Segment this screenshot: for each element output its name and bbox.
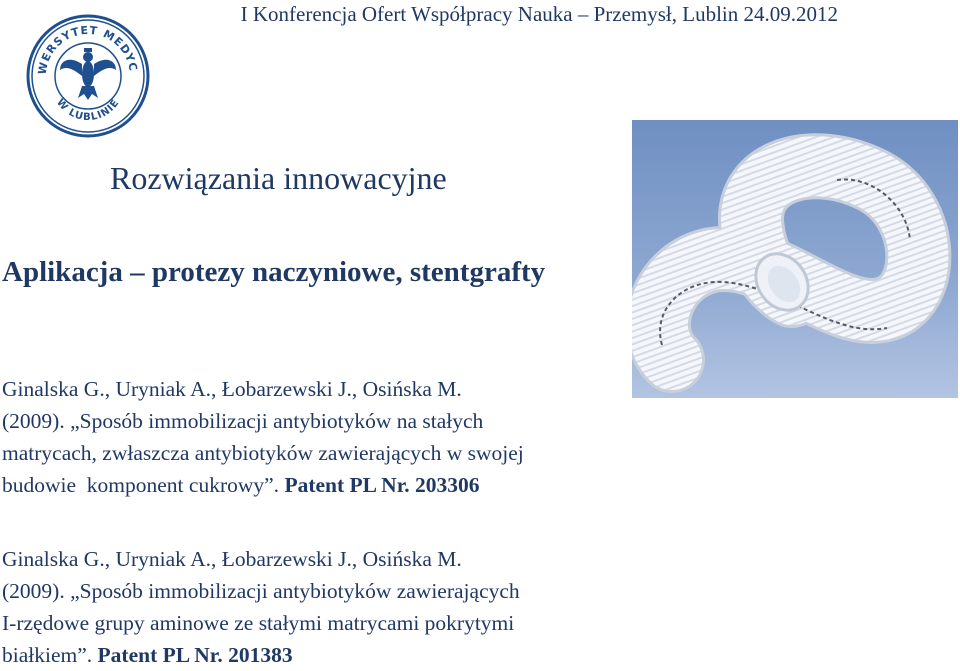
patent-number: Patent PL Nr. 203306 [284, 473, 480, 497]
reference-line [2, 639, 520, 671]
reference-text: białkiem”. [2, 643, 98, 667]
reference-line: (2009). „Sposób immobilizacji antybiotyków na stałych [2, 409, 484, 433]
reference-line [2, 469, 524, 501]
svg-text:UNIWERSYTET MEDYCZNY: WERSYTET MEDYC [35, 23, 140, 76]
reference-line: Ginalska G., Uryniak A., Łobarzewski J., Osińska M. [2, 547, 462, 571]
page-title: Rozwiązania innowacyjne [110, 160, 447, 196]
reference-line: (2009). „Sposób immobilizacji antybiotyków zawierających [2, 579, 520, 603]
svg-text:W LUBLINIE: W LUBLINIE [54, 97, 122, 124]
reference-line: I-rzędowe grupy aminowe ze stałymi matrycami pokrytymi [2, 611, 515, 635]
university-seal-icon [26, 14, 150, 138]
vascular-prosthesis-photo [632, 120, 958, 398]
university-logo [26, 14, 150, 138]
reference-2 [2, 543, 520, 671]
reference-1 [2, 373, 524, 501]
conference-header: I Konferencja Ofert Współpracy Nauka – Przemysł, Lublin 24.09.2012 [240, 2, 838, 26]
patent-number: Patent PL Nr. 201383 [97, 643, 293, 667]
reference-line: matrycach, zwłaszcza antybiotyków zawierających w swojej [2, 441, 524, 465]
reference-line: Ginalska G., Uryniak A., Łobarzewski J., Osińska M. [2, 377, 462, 401]
reference-text: budowie komponent cukrowy”. [2, 473, 285, 497]
page-subtitle: Aplikacja – protezy naczyniowe, stentgrafty [2, 256, 546, 288]
